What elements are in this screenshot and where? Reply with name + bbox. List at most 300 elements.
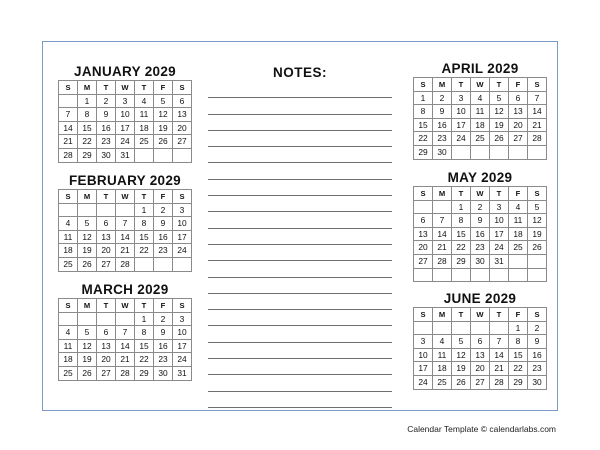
day-cell: 18 xyxy=(59,353,78,367)
day-cell: 24 xyxy=(452,132,471,146)
day-cell: 29 xyxy=(78,148,97,162)
day-cell: 21 xyxy=(490,362,509,376)
day-cell xyxy=(414,268,433,282)
day-cell xyxy=(509,254,528,268)
day-cell: 7 xyxy=(528,91,547,105)
day-cell: 24 xyxy=(490,241,509,255)
day-cell: 2 xyxy=(97,94,116,108)
weekday-header: S xyxy=(59,81,78,95)
note-line xyxy=(208,294,392,310)
day-cell: 12 xyxy=(528,214,547,228)
day-cell: 14 xyxy=(116,339,135,353)
weekday-header: S xyxy=(414,78,433,92)
week-row xyxy=(59,257,192,271)
day-cell xyxy=(59,94,78,108)
month-march xyxy=(58,283,192,381)
day-cell: 14 xyxy=(59,121,78,135)
day-cell: 2 xyxy=(154,312,173,326)
weekday-header: T xyxy=(97,190,116,204)
week-row xyxy=(59,217,192,231)
weekday-header-row xyxy=(414,187,547,201)
week-row xyxy=(414,268,547,282)
day-cell: 23 xyxy=(97,135,116,149)
day-cell: 17 xyxy=(452,118,471,132)
day-cell: 29 xyxy=(452,254,471,268)
week-row xyxy=(414,321,547,335)
weekday-header: M xyxy=(78,81,97,95)
day-cell: 10 xyxy=(490,214,509,228)
weekday-header: T xyxy=(97,299,116,313)
day-cell: 3 xyxy=(490,200,509,214)
day-cell: 26 xyxy=(78,257,97,271)
week-row xyxy=(59,244,192,258)
day-cell: 5 xyxy=(78,326,97,340)
note-line xyxy=(208,131,392,147)
weekday-header: M xyxy=(433,78,452,92)
note-line xyxy=(208,326,392,342)
day-cell: 12 xyxy=(490,105,509,119)
month-april xyxy=(413,62,547,160)
calendar-grid xyxy=(58,80,192,163)
day-cell: 1 xyxy=(509,321,528,335)
day-cell: 2 xyxy=(471,200,490,214)
day-cell: 25 xyxy=(59,366,78,380)
day-cell: 7 xyxy=(116,326,135,340)
day-cell: 16 xyxy=(154,230,173,244)
day-cell: 31 xyxy=(116,148,135,162)
day-cell: 5 xyxy=(78,217,97,231)
day-cell: 9 xyxy=(154,326,173,340)
day-cell: 20 xyxy=(414,241,433,255)
day-cell: 3 xyxy=(452,91,471,105)
day-cell xyxy=(59,203,78,217)
day-cell: 19 xyxy=(78,353,97,367)
day-cell: 31 xyxy=(490,254,509,268)
calendar-grid xyxy=(413,307,547,390)
day-cell xyxy=(528,254,547,268)
day-cell: 10 xyxy=(116,108,135,122)
notes-title: NOTES: xyxy=(272,65,327,80)
day-cell: 9 xyxy=(154,217,173,231)
week-row xyxy=(59,94,192,108)
day-cell xyxy=(471,268,490,282)
week-row xyxy=(59,121,192,135)
day-cell: 11 xyxy=(135,108,154,122)
week-row xyxy=(414,145,547,159)
day-cell: 17 xyxy=(414,362,433,376)
note-line xyxy=(208,278,392,294)
day-cell: 27 xyxy=(414,254,433,268)
week-row xyxy=(414,254,547,268)
day-cell: 1 xyxy=(414,91,433,105)
note-line xyxy=(208,180,392,196)
week-row xyxy=(414,91,547,105)
day-cell: 30 xyxy=(528,375,547,389)
day-cell: 7 xyxy=(116,217,135,231)
day-cell: 10 xyxy=(173,217,192,231)
day-cell: 24 xyxy=(116,135,135,149)
day-cell xyxy=(59,312,78,326)
day-cell: 18 xyxy=(135,121,154,135)
note-line xyxy=(208,212,392,228)
day-cell: 14 xyxy=(116,230,135,244)
week-row xyxy=(414,200,547,214)
day-cell xyxy=(414,321,433,335)
weekday-header: S xyxy=(414,308,433,322)
weekday-header: W xyxy=(471,78,490,92)
week-row xyxy=(59,108,192,122)
day-cell xyxy=(78,312,97,326)
day-cell: 10 xyxy=(414,348,433,362)
day-cell: 15 xyxy=(509,348,528,362)
day-cell: 29 xyxy=(509,375,528,389)
day-cell: 10 xyxy=(452,105,471,119)
weekday-header: W xyxy=(116,299,135,313)
day-cell: 2 xyxy=(154,203,173,217)
day-cell: 24 xyxy=(173,353,192,367)
day-cell: 27 xyxy=(471,375,490,389)
calendar-grid xyxy=(413,186,547,282)
week-row xyxy=(414,132,547,146)
day-cell xyxy=(173,148,192,162)
week-row xyxy=(414,105,547,119)
weekday-header-row xyxy=(59,190,192,204)
day-cell: 10 xyxy=(173,326,192,340)
day-cell xyxy=(433,200,452,214)
day-cell xyxy=(78,203,97,217)
day-cell: 14 xyxy=(490,348,509,362)
day-cell: 29 xyxy=(135,366,154,380)
weekday-header: M xyxy=(433,308,452,322)
day-cell: 26 xyxy=(528,241,547,255)
day-cell: 23 xyxy=(528,362,547,376)
weekday-header: S xyxy=(528,187,547,201)
day-cell xyxy=(490,321,509,335)
day-cell: 19 xyxy=(528,227,547,241)
day-cell: 20 xyxy=(97,353,116,367)
day-cell: 30 xyxy=(97,148,116,162)
day-cell: 16 xyxy=(154,339,173,353)
day-cell: 13 xyxy=(471,348,490,362)
weekday-header: T xyxy=(135,81,154,95)
week-row xyxy=(414,241,547,255)
weekday-header: T xyxy=(97,81,116,95)
day-cell: 4 xyxy=(59,326,78,340)
week-row xyxy=(59,135,192,149)
day-cell: 23 xyxy=(154,244,173,258)
day-cell: 20 xyxy=(509,118,528,132)
weekday-header: F xyxy=(509,308,528,322)
day-cell: 22 xyxy=(509,362,528,376)
day-cell: 8 xyxy=(452,214,471,228)
month-february xyxy=(58,174,192,272)
day-cell: 12 xyxy=(78,339,97,353)
weekday-header: M xyxy=(78,190,97,204)
day-cell: 4 xyxy=(471,91,490,105)
day-cell: 7 xyxy=(490,335,509,349)
day-cell: 8 xyxy=(135,217,154,231)
day-cell: 11 xyxy=(59,339,78,353)
weekday-header: T xyxy=(452,187,471,201)
weekday-header: S xyxy=(173,190,192,204)
month-title: FEBRUARY 2029 xyxy=(69,173,181,188)
day-cell: 4 xyxy=(509,200,528,214)
day-cell: 21 xyxy=(116,244,135,258)
weekday-header-row xyxy=(59,299,192,313)
day-cell: 2 xyxy=(528,321,547,335)
day-cell: 15 xyxy=(78,121,97,135)
week-row xyxy=(59,326,192,340)
day-cell: 18 xyxy=(471,118,490,132)
day-cell: 3 xyxy=(173,203,192,217)
day-cell: 2 xyxy=(433,91,452,105)
day-cell xyxy=(509,268,528,282)
day-cell: 9 xyxy=(433,105,452,119)
month-title: JUNE 2029 xyxy=(443,291,517,306)
day-cell: 16 xyxy=(471,227,490,241)
day-cell: 5 xyxy=(154,94,173,108)
weekday-header: S xyxy=(59,299,78,313)
day-cell: 16 xyxy=(528,348,547,362)
day-cell: 18 xyxy=(59,244,78,258)
week-row xyxy=(414,118,547,132)
weekday-header: S xyxy=(528,78,547,92)
day-cell xyxy=(135,257,154,271)
day-cell xyxy=(452,268,471,282)
day-cell: 15 xyxy=(135,339,154,353)
day-cell: 25 xyxy=(433,375,452,389)
day-cell: 6 xyxy=(173,94,192,108)
day-cell: 29 xyxy=(414,145,433,159)
day-cell: 12 xyxy=(154,108,173,122)
weekday-header: F xyxy=(154,81,173,95)
day-cell: 14 xyxy=(433,227,452,241)
weekday-header: S xyxy=(528,308,547,322)
day-cell: 3 xyxy=(116,94,135,108)
day-cell: 31 xyxy=(173,366,192,380)
weekday-header: M xyxy=(78,299,97,313)
note-line xyxy=(208,147,392,163)
week-row xyxy=(414,335,547,349)
month-title: JANUARY 2029 xyxy=(74,64,176,79)
day-cell xyxy=(135,148,154,162)
day-cell: 19 xyxy=(78,244,97,258)
day-cell: 5 xyxy=(490,91,509,105)
weekday-header: F xyxy=(154,299,173,313)
week-row xyxy=(59,339,192,353)
day-cell: 28 xyxy=(59,148,78,162)
day-cell: 1 xyxy=(78,94,97,108)
day-cell: 20 xyxy=(97,244,116,258)
weekday-header: W xyxy=(116,81,135,95)
day-cell: 6 xyxy=(414,214,433,228)
day-cell xyxy=(490,145,509,159)
day-cell: 4 xyxy=(135,94,154,108)
day-cell: 18 xyxy=(509,227,528,241)
day-cell: 11 xyxy=(59,230,78,244)
day-cell: 18 xyxy=(433,362,452,376)
day-cell: 17 xyxy=(116,121,135,135)
week-row xyxy=(59,353,192,367)
note-line xyxy=(208,98,392,114)
day-cell xyxy=(414,200,433,214)
month-january xyxy=(58,65,192,163)
weekday-header: T xyxy=(135,299,154,313)
day-cell: 8 xyxy=(135,326,154,340)
day-cell: 26 xyxy=(452,375,471,389)
day-cell xyxy=(97,203,116,217)
day-cell: 16 xyxy=(433,118,452,132)
day-cell: 11 xyxy=(433,348,452,362)
weekday-header: T xyxy=(135,190,154,204)
weekday-header: T xyxy=(490,187,509,201)
day-cell: 23 xyxy=(471,241,490,255)
weekday-header: S xyxy=(414,187,433,201)
note-line xyxy=(208,245,392,261)
day-cell: 14 xyxy=(528,105,547,119)
note-line xyxy=(208,392,392,408)
weekday-header: F xyxy=(509,78,528,92)
weekday-header-row xyxy=(414,308,547,322)
day-cell: 26 xyxy=(154,135,173,149)
day-cell: 24 xyxy=(414,375,433,389)
note-line xyxy=(208,375,392,391)
day-cell: 22 xyxy=(414,132,433,146)
week-row xyxy=(414,348,547,362)
weekday-header: T xyxy=(490,78,509,92)
day-cell xyxy=(433,268,452,282)
day-cell: 12 xyxy=(452,348,471,362)
day-cell: 20 xyxy=(173,121,192,135)
day-cell: 21 xyxy=(116,353,135,367)
calendar-grid xyxy=(58,298,192,381)
day-cell xyxy=(471,321,490,335)
day-cell: 3 xyxy=(414,335,433,349)
day-cell: 8 xyxy=(78,108,97,122)
day-cell: 7 xyxy=(433,214,452,228)
note-line xyxy=(208,196,392,212)
day-cell xyxy=(528,145,547,159)
day-cell: 1 xyxy=(135,203,154,217)
day-cell: 28 xyxy=(116,257,135,271)
day-cell xyxy=(509,145,528,159)
weekday-header: M xyxy=(433,187,452,201)
weekday-header: W xyxy=(471,308,490,322)
day-cell xyxy=(116,203,135,217)
day-cell xyxy=(154,257,173,271)
day-cell xyxy=(452,321,471,335)
day-cell: 25 xyxy=(59,257,78,271)
day-cell: 27 xyxy=(173,135,192,149)
day-cell: 26 xyxy=(490,132,509,146)
day-cell: 30 xyxy=(471,254,490,268)
day-cell: 9 xyxy=(528,335,547,349)
week-row xyxy=(414,214,547,228)
day-cell: 5 xyxy=(452,335,471,349)
day-cell: 25 xyxy=(135,135,154,149)
day-cell: 28 xyxy=(528,132,547,146)
weekday-header: W xyxy=(471,187,490,201)
day-cell: 6 xyxy=(471,335,490,349)
day-cell: 19 xyxy=(452,362,471,376)
weekday-header: S xyxy=(173,81,192,95)
day-cell: 22 xyxy=(78,135,97,149)
note-line xyxy=(208,163,392,179)
day-cell xyxy=(433,321,452,335)
day-cell: 11 xyxy=(471,105,490,119)
day-cell xyxy=(471,145,490,159)
day-cell: 5 xyxy=(528,200,547,214)
note-line xyxy=(208,343,392,359)
day-cell xyxy=(528,268,547,282)
day-cell: 21 xyxy=(59,135,78,149)
day-cell: 4 xyxy=(433,335,452,349)
day-cell xyxy=(116,312,135,326)
day-cell: 25 xyxy=(509,241,528,255)
month-june xyxy=(413,292,547,390)
day-cell: 24 xyxy=(173,244,192,258)
day-cell: 25 xyxy=(471,132,490,146)
month-title: APRIL 2029 xyxy=(441,61,519,76)
weekday-header: T xyxy=(452,78,471,92)
day-cell: 21 xyxy=(528,118,547,132)
weekday-header: F xyxy=(509,187,528,201)
calendar-grid xyxy=(413,77,547,160)
day-cell: 30 xyxy=(433,145,452,159)
weekday-header-row xyxy=(59,81,192,95)
week-row xyxy=(59,230,192,244)
day-cell xyxy=(173,257,192,271)
day-cell: 15 xyxy=(414,118,433,132)
day-cell: 23 xyxy=(154,353,173,367)
day-cell: 6 xyxy=(509,91,528,105)
day-cell: 30 xyxy=(154,366,173,380)
day-cell: 17 xyxy=(173,339,192,353)
week-row xyxy=(59,366,192,380)
day-cell: 3 xyxy=(173,312,192,326)
note-line xyxy=(208,115,392,131)
day-cell: 28 xyxy=(490,375,509,389)
day-cell: 11 xyxy=(509,214,528,228)
day-cell: 13 xyxy=(97,339,116,353)
day-cell: 23 xyxy=(433,132,452,146)
day-cell: 13 xyxy=(97,230,116,244)
day-cell: 7 xyxy=(59,108,78,122)
calendar-grid xyxy=(58,189,192,272)
day-cell: 1 xyxy=(135,312,154,326)
week-row xyxy=(59,203,192,217)
note-line xyxy=(208,261,392,277)
day-cell: 27 xyxy=(97,257,116,271)
weekday-header: S xyxy=(59,190,78,204)
day-cell: 22 xyxy=(452,241,471,255)
day-cell: 28 xyxy=(116,366,135,380)
note-line xyxy=(208,359,392,375)
day-cell: 17 xyxy=(490,227,509,241)
day-cell: 6 xyxy=(97,217,116,231)
week-row xyxy=(414,362,547,376)
day-cell: 13 xyxy=(509,105,528,119)
day-cell: 20 xyxy=(471,362,490,376)
note-line xyxy=(208,82,392,98)
day-cell: 16 xyxy=(97,121,116,135)
week-row xyxy=(414,227,547,241)
note-line xyxy=(208,310,392,326)
notes-section xyxy=(208,66,392,408)
weekday-header-row xyxy=(414,78,547,92)
day-cell: 15 xyxy=(452,227,471,241)
day-cell: 21 xyxy=(433,241,452,255)
